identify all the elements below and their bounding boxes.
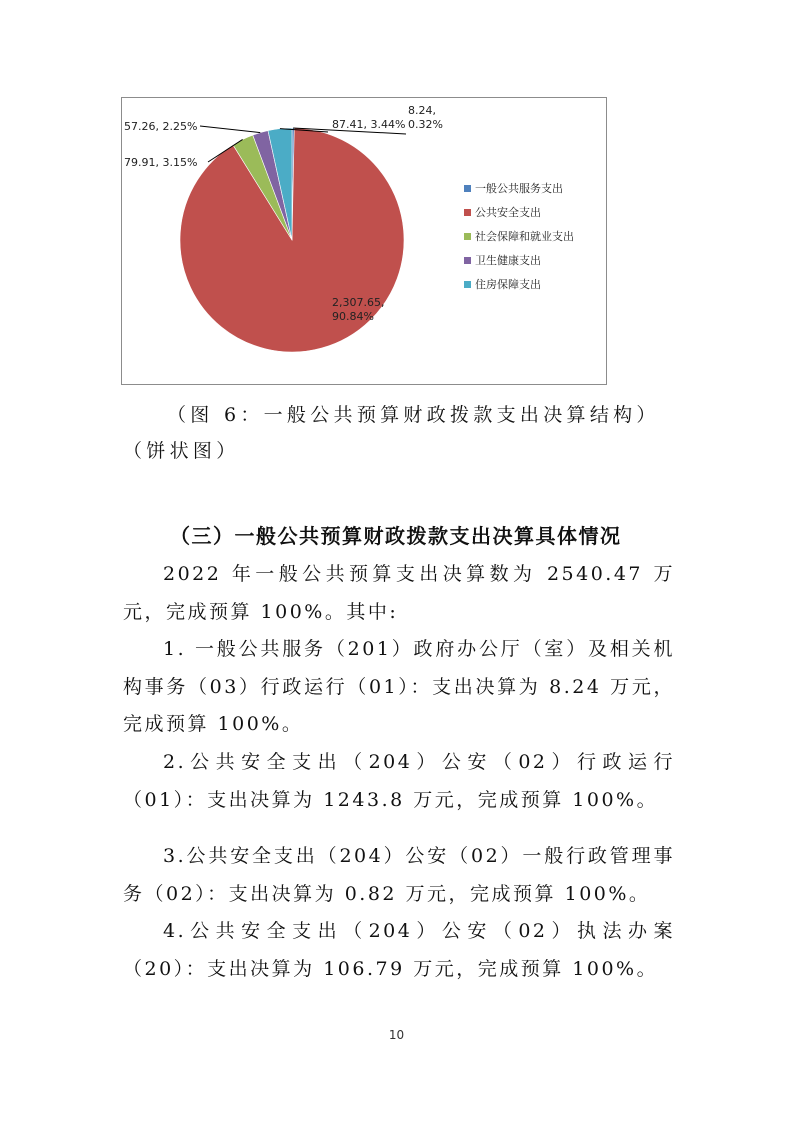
paragraph-item-3: 3.公共安全支出（204）公安（02）一般行政管理事务（02）：支出决算为 0.82 万元，完成预算 100%。 (123, 845, 675, 905)
legend-label: 公共安全支出 (475, 206, 541, 219)
paragraph-item-2: 2.公共安全支出（204）公安（02）行政运行（01）：支出决算为 1243.8 万元，完成预算 100%。 (123, 751, 675, 811)
legend-swatch (464, 233, 471, 240)
data-label: 87.41, 3.44% (332, 118, 406, 131)
pie-chart-svg (122, 98, 608, 386)
legend-swatch (464, 185, 471, 192)
paragraph-item-4: 4.公共安全支出（204）公安（02）执法办案（20）：支出决算为 106.79 万元，完成预算 100%。 (123, 920, 675, 980)
leader-line (200, 126, 260, 133)
page-number: 10 (388, 1028, 405, 1042)
section-heading: （三）一般公共预算财政拨款支出决算具体情况 (170, 524, 622, 548)
figure-caption: （图 6：一般公共预算财政拨款支出决算结构）（饼状图） (123, 404, 660, 462)
legend-label: 社会保障和就业支出 (475, 230, 574, 243)
legend-label: 卫生健康支出 (475, 254, 541, 267)
data-label: 57.26, 2.25% (124, 120, 198, 133)
pie-chart (121, 97, 607, 385)
legend-swatch (464, 281, 471, 288)
legend-label: 住房保障支出 (475, 278, 541, 291)
legend-swatch (464, 257, 471, 264)
legend-label: 一般公共服务支出 (475, 182, 563, 195)
paragraph-summary: 2022 年一般公共预算支出决算数为 2540.47 万元，完成预算 100%。其中: (123, 563, 675, 623)
legend-swatch (464, 209, 471, 216)
data-label: 8.24, 0.32% (408, 104, 443, 131)
paragraph-item-1: 1. 一般公共服务（201）政府办公厅（室）及相关机构事务（03）行政运行（01）：支出决算为 8.24 万元，完成预算 100%。 (123, 638, 675, 735)
data-label: 79.91, 3.15% (124, 156, 198, 169)
data-label: 2,307.65, 90.84% (332, 296, 385, 323)
